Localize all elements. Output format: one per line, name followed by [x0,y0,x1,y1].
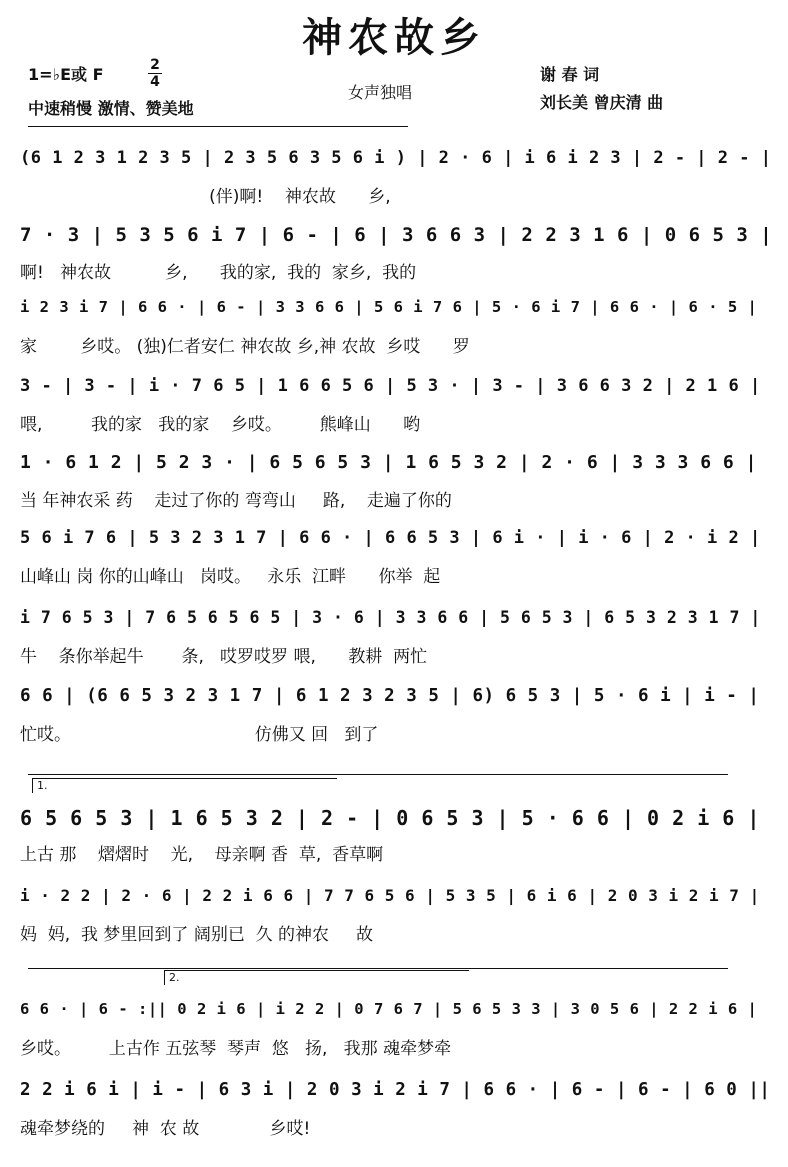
lyric-line: 喂, 我的家 我的家 乡哎。 熊峰山 哟 [20,415,421,435]
composer-credit: 刘长美 曾庆清 曲 [540,93,664,112]
volta-first-ending: 1. [32,778,337,793]
notation-line: (6 1 2 3 1 2 3 5 | 2 3 5 6 3 5 6 i ) | 2 · 6 | i 6 i 2 3 | 2 - | 2 - | [20,148,772,168]
volta-second-ending: 2. [164,970,469,985]
notation-line: i 7 6 5 3 | 7 6 5 6 5 6 5 | 3 · 6 | 3 3 6 6 | 5 6 5 3 | 6 5 3 2 3 1 7 | [20,608,761,627]
notation-line: 7 · 3 | 5 3 5 6 i 7 | 6 - | 6 | 3 6 6 3 | 2 2 3 1 6 | 0 6 5 3 | [20,224,773,246]
lyric-line: 啊! 神农故 乡, 我的家, 我的 家乡, 我的 [20,263,417,283]
lyric-line: 乡哎。 上古作 五弦琴 琴声 悠 扬, 我那 魂牵梦牵 [20,1039,452,1059]
tempo-marking: 中速稍慢 激情、赞美地 [28,99,194,118]
key-signature: 1=♭E或 F [28,65,104,84]
lyric-line: 魂牵梦绕的 神 农 故 乡哎! [20,1119,311,1139]
voice-type: 女声独唱 [348,83,413,102]
lyric-line: 妈 妈, 我 梦里回到了 阔别已 久 的神农 故 [20,925,374,945]
lyric-line: 家 乡哎。 (独)仁者安仁 神农故 乡,神 农故 乡哎 罗 [20,337,470,357]
lyricist-credit: 谢 春 词 [540,65,600,84]
notation-line: 1 · 6 1 2 | 5 2 3 · | 6 5 6 5 3 | 1 6 5 3 2 | 2 · 6 | 3 3 3 6 6 | [20,452,757,473]
time-signature-top: 2 [150,57,160,73]
lyric-line: (伴)啊! 神农故 乡, [20,187,391,207]
notation-line: 5 6 i 7 6 | 5 3 2 3 1 7 | 6 6 · | 6 6 5 3 | 6 i · | i · 6 | 2 · i 2 | [20,528,761,548]
time-signature [148,58,162,89]
lyric-line: 忙哎。 仿佛又 回 到了 [20,725,379,745]
notation-line: 6 6 · | 6 - :|| 0 2 i 6 | i 2 2 | 0 7 6 7 | 5 6 5 3 3 | 3 0 5 6 | 2 2 i 6 | [20,1000,758,1018]
notation-line: i · 2 2 | 2 · 6 | 2 2 i 6 6 | 7 7 6 5 6 | 5 3 5 | 6 i 6 | 2 0 3 i 2 i 7 | [20,886,760,905]
notation-line: 6 5 6 5 3 | 1 6 5 3 2 | 2 - | 0 6 5 3 | 5 · 6 6 | 0 2 i 6 | [20,806,760,830]
lyric-line: 当 年神农采 药 走过了你的 弯弯山 路, 走遍了你的 [20,491,452,511]
section-divider [28,968,728,969]
lyric-line: 上古 那 熠熠时 光, 母亲啊 香 草, 香草啊 [20,845,384,865]
notation-line: 2 2 i 6 i | i - | 6 3 i | 2 0 3 i 2 i 7 | 6 6 · | 6 - | 6 - | 6 0 || [20,1080,771,1100]
lyric-line: 牛 条你举起牛 条, 哎罗哎罗 喂, 教耕 两忙 [20,647,428,667]
section-divider [28,774,728,775]
song-title: 神农故乡 [302,15,486,61]
time-signature-bottom: 4 [150,74,160,90]
lyric-line: 山峰山 岗 你的山峰山 岗哎。 永乐 江畔 你举 起 [20,567,441,587]
intro-slur [28,126,408,127]
notation-line: i 2 3 i 7 | 6 6 · | 6 - | 3 3 6 6 | 5 6 i 7 6 | 5 · 6 i 7 | 6 6 · | 6 · 5 | [20,298,758,316]
notation-line: 3 - | 3 - | i · 7 6 5 | 1 6 6 5 6 | 5 3 · | 3 - | 3 6 6 3 2 | 2 1 6 | [20,376,761,396]
notation-line: 6 6 | (6 6 5 3 2 3 1 7 | 6 1 2 3 2 3 5 | 6) 6 5 3 | 5 · 6 i | i - | [20,686,760,706]
